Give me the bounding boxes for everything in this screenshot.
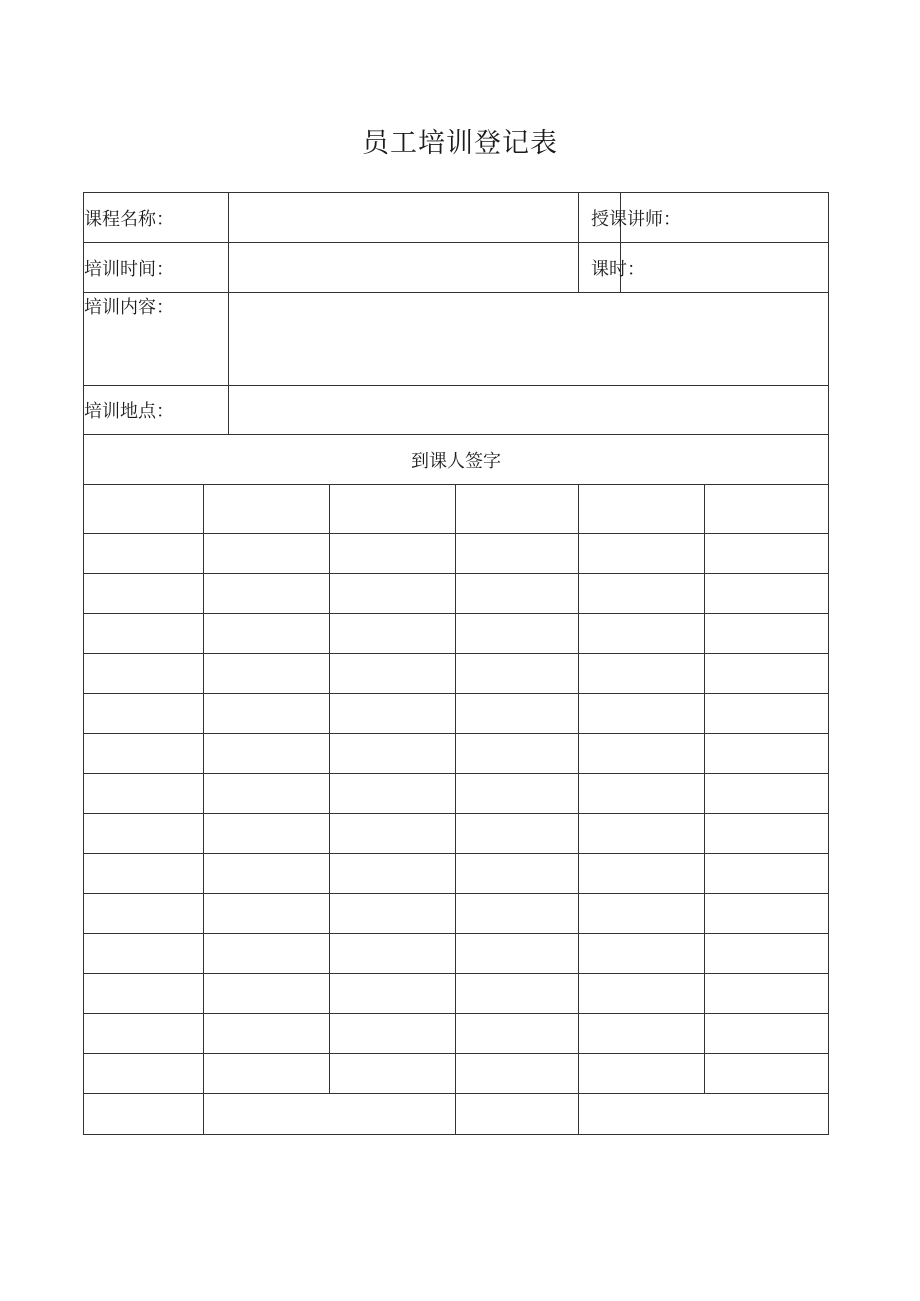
signature-cell[interactable]	[705, 654, 829, 694]
signature-cell[interactable]	[579, 734, 705, 774]
signature-row	[84, 934, 829, 974]
signature-cell[interactable]	[579, 534, 705, 574]
training-content-cell[interactable]	[229, 293, 829, 386]
signature-row	[84, 814, 829, 854]
signature-cell[interactable]	[204, 574, 330, 614]
signature-cell[interactable]	[705, 854, 829, 894]
signature-cell[interactable]	[330, 774, 456, 814]
signature-row	[84, 894, 829, 934]
signature-cell[interactable]	[579, 1054, 705, 1094]
signature-cell[interactable]	[330, 614, 456, 654]
signature-cell[interactable]	[456, 1014, 579, 1054]
signature-row	[84, 654, 829, 694]
signature-row	[84, 854, 829, 894]
signature-cell[interactable]	[705, 574, 829, 614]
signature-cell[interactable]	[330, 485, 456, 534]
signature-cell[interactable]	[84, 614, 204, 654]
signature-cell[interactable]	[204, 854, 330, 894]
signature-cell[interactable]	[84, 654, 204, 694]
signature-cell[interactable]	[705, 934, 829, 974]
signature-cell[interactable]	[330, 814, 456, 854]
signature-cell[interactable]	[84, 574, 204, 614]
training-content-label: 培训内容：	[84, 293, 229, 386]
signature-cell[interactable]	[456, 974, 579, 1014]
signature-cell[interactable]	[456, 774, 579, 814]
signature-cell[interactable]	[705, 694, 829, 734]
signature-cell[interactable]	[579, 854, 705, 894]
signature-cell[interactable]	[456, 574, 579, 614]
signature-cell[interactable]	[705, 894, 829, 934]
training-time-cell[interactable]	[229, 243, 579, 293]
signature-cell[interactable]	[204, 1054, 330, 1094]
course-name-label: 课程名称：	[84, 193, 229, 243]
signature-cell[interactable]	[84, 974, 204, 1014]
training-time-label: 培训时间：	[84, 243, 229, 293]
signature-cell[interactable]	[456, 694, 579, 734]
signature-cell[interactable]	[456, 934, 579, 974]
signature-cell[interactable]	[705, 774, 829, 814]
signature-row	[84, 1054, 829, 1094]
signature-cell[interactable]	[579, 774, 705, 814]
signature-row	[84, 1014, 829, 1054]
signature-cell[interactable]	[705, 485, 829, 534]
signature-cell[interactable]	[330, 1054, 456, 1094]
signature-cell[interactable]	[330, 1014, 456, 1054]
signature-cell[interactable]	[705, 734, 829, 774]
signature-cell[interactable]	[84, 1054, 204, 1094]
signature-cell[interactable]	[579, 485, 705, 534]
signature-cell-wide[interactable]	[204, 1094, 456, 1135]
signature-cell[interactable]	[330, 734, 456, 774]
signature-cell[interactable]	[330, 894, 456, 934]
signature-cell[interactable]	[456, 894, 579, 934]
signature-cell[interactable]	[84, 485, 204, 534]
signature-cell[interactable]	[84, 694, 204, 734]
signature-cell[interactable]	[456, 534, 579, 574]
signature-cell[interactable]	[705, 534, 829, 574]
signature-cell[interactable]	[579, 814, 705, 854]
signature-cell[interactable]	[84, 894, 204, 934]
page-title: 员工培训登记表	[362, 128, 558, 159]
signature-cell[interactable]	[456, 814, 579, 854]
signature-cell[interactable]	[84, 814, 204, 854]
signature-cell[interactable]	[456, 614, 579, 654]
signature-cell[interactable]	[84, 854, 204, 894]
hours-label: 课时：	[579, 243, 621, 293]
training-registration-table	[83, 192, 829, 1135]
signature-cell[interactable]	[456, 1094, 579, 1135]
signature-cell[interactable]	[456, 485, 579, 534]
signature-cell[interactable]	[456, 734, 579, 774]
training-location-label: 培训地点：	[84, 386, 229, 435]
signature-cell[interactable]	[705, 1054, 829, 1094]
signature-cell[interactable]	[84, 1014, 204, 1054]
signature-row	[84, 974, 829, 1014]
signature-row	[84, 614, 829, 654]
signature-cell[interactable]	[84, 774, 204, 814]
signature-cell[interactable]	[204, 1014, 330, 1054]
signature-heading-row	[84, 435, 829, 485]
signature-cell[interactable]	[579, 574, 705, 614]
signature-cell[interactable]	[705, 614, 829, 654]
signature-row	[84, 574, 829, 614]
signature-cell[interactable]	[204, 974, 330, 1014]
signature-cell[interactable]	[456, 654, 579, 694]
signature-row	[84, 774, 829, 814]
signature-cell-wide[interactable]	[579, 1094, 829, 1135]
signature-cell[interactable]	[84, 734, 204, 774]
signature-row	[84, 694, 829, 734]
signature-cell[interactable]	[579, 694, 705, 734]
signature-row-merged	[84, 1094, 829, 1135]
signature-row	[84, 534, 829, 574]
content-row	[84, 293, 829, 386]
signature-cell[interactable]	[456, 1054, 579, 1094]
signature-cell[interactable]	[579, 894, 705, 934]
signature-cell[interactable]	[579, 974, 705, 1014]
signature-cell[interactable]	[204, 894, 330, 934]
signature-cell[interactable]	[204, 485, 330, 534]
signature-cell[interactable]	[84, 934, 204, 974]
hours-cell[interactable]	[621, 243, 829, 293]
signature-cell[interactable]	[204, 654, 330, 694]
course-name-cell[interactable]	[229, 193, 579, 243]
signature-cell[interactable]	[204, 734, 330, 774]
signature-cell[interactable]	[579, 1014, 705, 1054]
signature-cell[interactable]	[705, 1014, 829, 1054]
instructor-label: 授课讲师：	[579, 193, 621, 243]
signature-cell[interactable]	[330, 694, 456, 734]
signature-cell[interactable]	[330, 974, 456, 1014]
signature-cell[interactable]	[330, 934, 456, 974]
time-row	[84, 243, 829, 293]
signature-cell[interactable]	[84, 1094, 204, 1135]
signature-cell[interactable]	[705, 974, 829, 1014]
signature-cell[interactable]	[579, 654, 705, 694]
signature-cell[interactable]	[330, 654, 456, 694]
signature-cell[interactable]	[330, 854, 456, 894]
signature-cell[interactable]	[204, 814, 330, 854]
course-row	[84, 193, 829, 243]
signature-cell[interactable]	[204, 694, 330, 734]
signature-row	[84, 734, 829, 774]
signature-cell[interactable]	[204, 774, 330, 814]
signature-cell[interactable]	[579, 934, 705, 974]
signature-cell[interactable]	[84, 534, 204, 574]
signature-cell[interactable]	[204, 934, 330, 974]
training-location-cell[interactable]	[229, 386, 829, 435]
signature-heading: 到课人签字	[84, 435, 829, 485]
signature-cell[interactable]	[579, 614, 705, 654]
signature-cell[interactable]	[330, 534, 456, 574]
signature-row	[84, 485, 829, 534]
signature-cell[interactable]	[204, 614, 330, 654]
signature-cell[interactable]	[705, 814, 829, 854]
location-row	[84, 386, 829, 435]
signature-cell[interactable]	[456, 854, 579, 894]
signature-cell[interactable]	[204, 534, 330, 574]
signature-cell[interactable]	[330, 574, 456, 614]
